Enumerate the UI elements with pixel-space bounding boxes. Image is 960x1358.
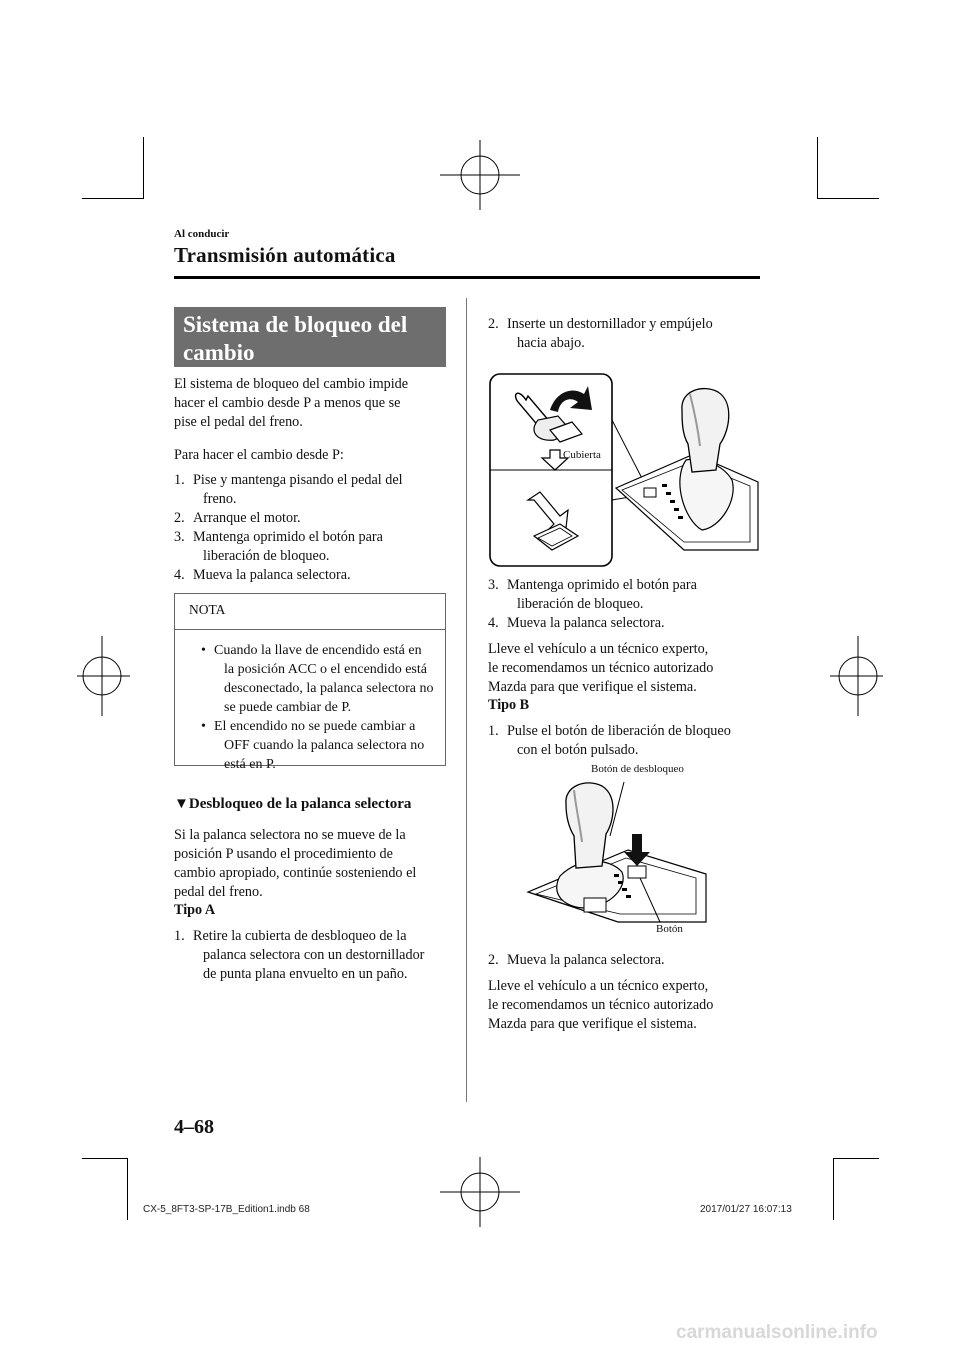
section-label: Al conducir xyxy=(174,228,230,240)
shift-from-p-paragraph: Para hacer el cambio desde P: xyxy=(174,447,344,463)
step-item: 3. Mantenga oprimido el botón para liberación de bloqueo. xyxy=(488,577,697,612)
triangle-down-icon: ▼ xyxy=(174,796,189,812)
banner-line: Sistema de bloqueo del xyxy=(183,312,408,337)
unlock-paragraph: Si la palanca selectora no se mueve de la posición P usando el procedimiento de cambio apropiado, continúe sosteniendo el pedal del freno. xyxy=(174,827,417,900)
step-item: 1. Pise y mantenga pisando el pedal del freno. xyxy=(174,472,403,507)
dealer-paragraph: Lleve el vehículo a un técnico experto, le recomendamos un técnico autorizado Mazda para que verifique el sistema. xyxy=(488,641,714,695)
crop-mark xyxy=(82,1158,128,1159)
intro-paragraph: El sistema de bloqueo del cambio impide hacer el cambio desde P a menos que se pise el pedal del freno. xyxy=(174,376,409,430)
step-item: 2. Inserte un destornillador y empújelo hacia abajo. xyxy=(488,316,713,351)
step-item: 2. Mueva la palanca selectora. xyxy=(488,952,665,968)
crop-mark xyxy=(833,1158,834,1220)
type-a-label: Tipo A xyxy=(174,902,216,918)
crop-mark xyxy=(127,1158,128,1220)
step-item: 3. Mantenga oprimido el botón para liberación de bloqueo. xyxy=(174,529,383,564)
registration-mark-bottom xyxy=(440,1152,520,1232)
crop-mark xyxy=(817,137,818,199)
figure-caption-cover: Cubierta xyxy=(563,449,601,461)
step-item: 2. Arranque el motor. xyxy=(174,510,301,526)
crop-mark xyxy=(143,137,144,199)
header-rule xyxy=(174,276,760,279)
page-number: 4–68 xyxy=(174,1116,214,1138)
figure-caption-button: Botón xyxy=(656,923,683,935)
registration-mark-right xyxy=(818,636,898,716)
subheading: ▼Desbloqueo de la palanca selectora xyxy=(174,796,412,812)
step-item: 1. Retire la cubierta de desbloqueo de la palanca selectora con un destornillador de punta plana envuelto en un paño. xyxy=(174,928,425,982)
column-divider xyxy=(466,298,467,1102)
note-box: NOTA • Cuando la llave de encendido está en la posición ACC o el encendido está desconectado, la palanca selectora no se puede cambiar de P. • El encendido no se puede cambiar a OFF cuando la palanca selectora no está en P. xyxy=(174,593,446,766)
watermark: carmanualsonline.info xyxy=(676,1322,878,1343)
figure-type-b xyxy=(510,776,710,928)
figure-caption-unlock-button: Botón de desbloqueo xyxy=(591,763,684,775)
note-title: NOTA xyxy=(189,602,226,617)
figure-type-a xyxy=(488,370,760,570)
note-separator xyxy=(175,629,445,630)
step-item: 4. Mueva la palanca selectora. xyxy=(488,615,665,631)
step-item: 1. Pulse el botón de liberación de bloqueo con el botón pulsado. xyxy=(488,723,731,758)
page-title: Transmisión automática xyxy=(174,243,396,267)
registration-mark-left xyxy=(62,636,142,716)
crop-mark xyxy=(833,1158,879,1159)
footer-file: CX-5_8FT3-SP-17B_Edition1.indb 68 xyxy=(143,1204,310,1215)
banner-line: cambio xyxy=(183,340,255,365)
footer-date: 2017/01/27 16:07:13 xyxy=(700,1204,792,1215)
step-item: 4. Mueva la palanca selectora. xyxy=(174,567,351,583)
crop-mark xyxy=(82,198,144,199)
registration-mark-top xyxy=(440,135,520,215)
section-banner xyxy=(174,307,446,367)
type-b-label: Tipo B xyxy=(488,697,530,713)
crop-mark xyxy=(817,198,879,199)
dealer-paragraph: Lleve el vehículo a un técnico experto, le recomendamos un técnico autorizado Mazda para que verifique el sistema. xyxy=(488,978,714,1032)
